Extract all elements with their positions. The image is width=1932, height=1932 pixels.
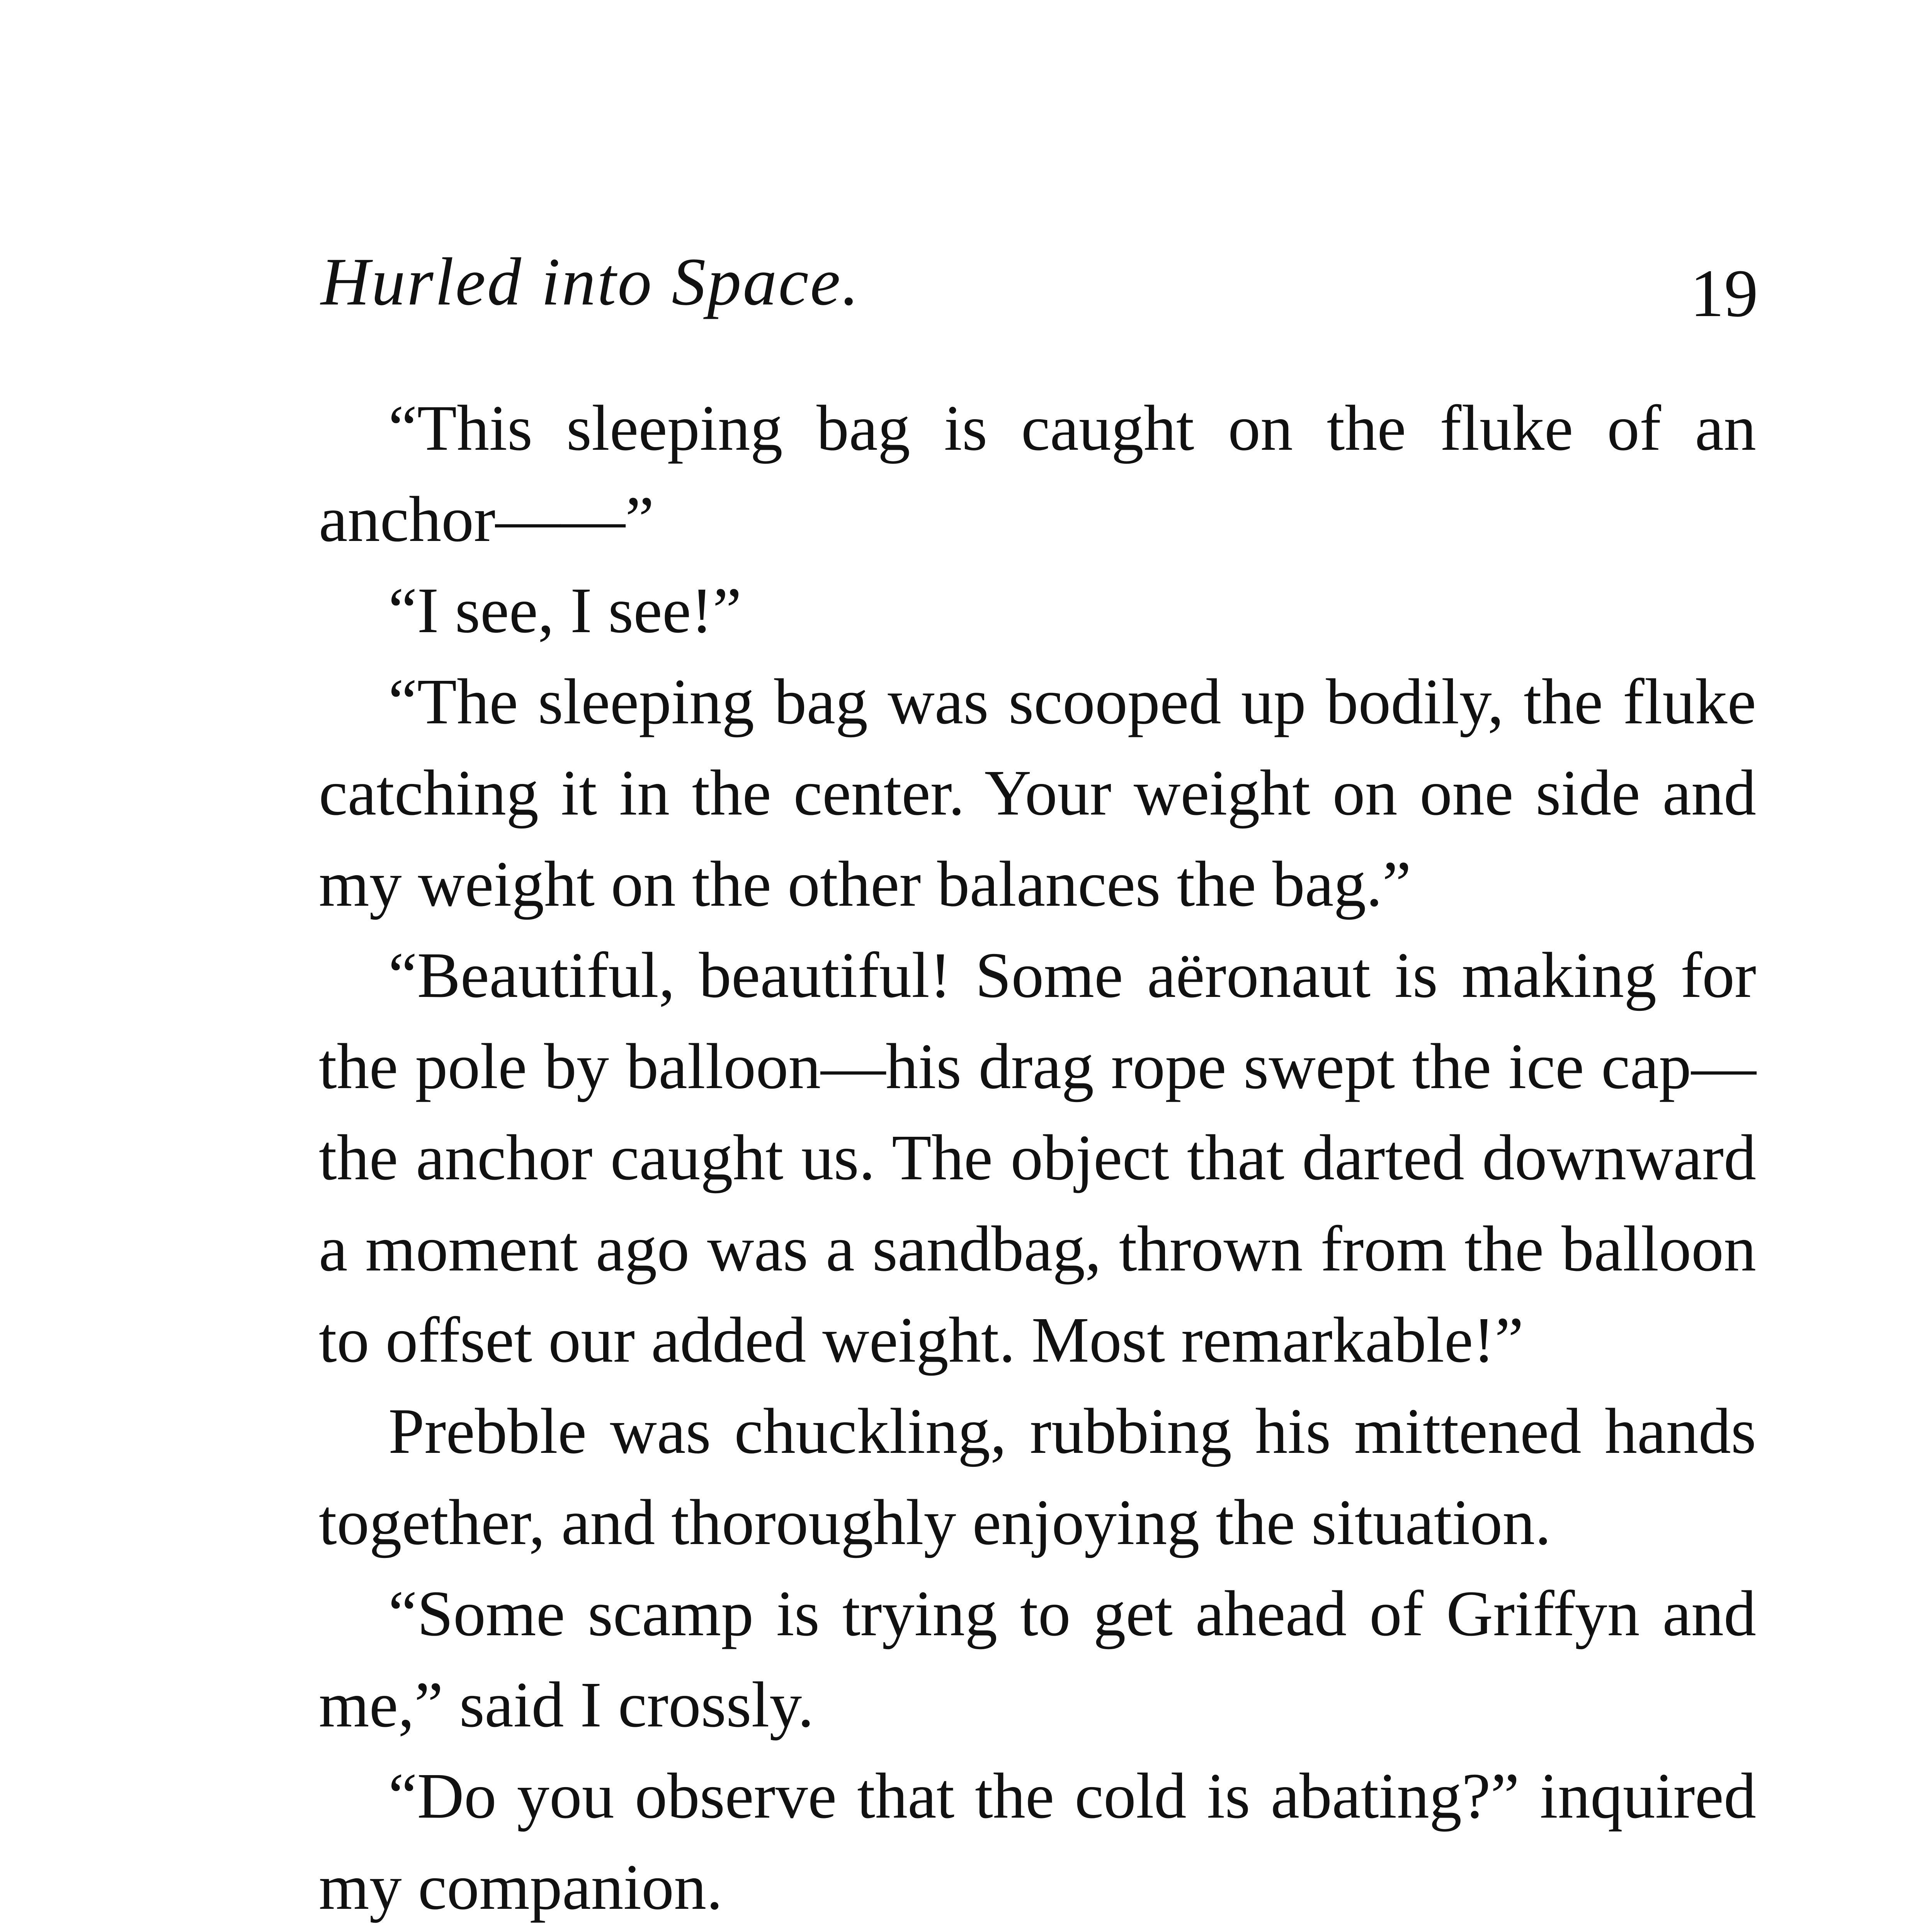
running-head: [321, 236, 1758, 331]
page-number: 19: [1690, 256, 1758, 331]
paragraph-6: “Some scamp is trying to get ahead of Griffyn and me,” said I crossly.: [319, 1578, 1756, 1741]
paragraph-1: “This sleeping bag is caught on the fluke of an anchor——”: [319, 392, 1756, 555]
body-text: [319, 383, 1756, 1932]
paragraph-3: “The sleeping bag was scooped up bodily, the fluke catching it in the center. Your weight on one side and my weight on the other balances the bag.”: [319, 666, 1756, 920]
paragraph-4: “Beautiful, beautiful! Some aëronaut is making for the pole by balloon—his drag rope swept the ice cap—the anchor caught us. The object that darted downward a moment ago was a sandbag, thrown from the balloon to offset our added weight. Most remarkable!”: [319, 939, 1756, 1376]
running-title: Hurled into Space.: [321, 244, 861, 320]
paragraph-5: Prebble was chuckling, rubbing his mittened hands together, and thoroughly enjoying the situation.: [319, 1395, 1756, 1558]
paragraph-7: “Do you observe that the cold is abating?” inquired my companion.: [319, 1760, 1756, 1923]
paragraph-2: “I see, I see!”: [388, 575, 742, 646]
